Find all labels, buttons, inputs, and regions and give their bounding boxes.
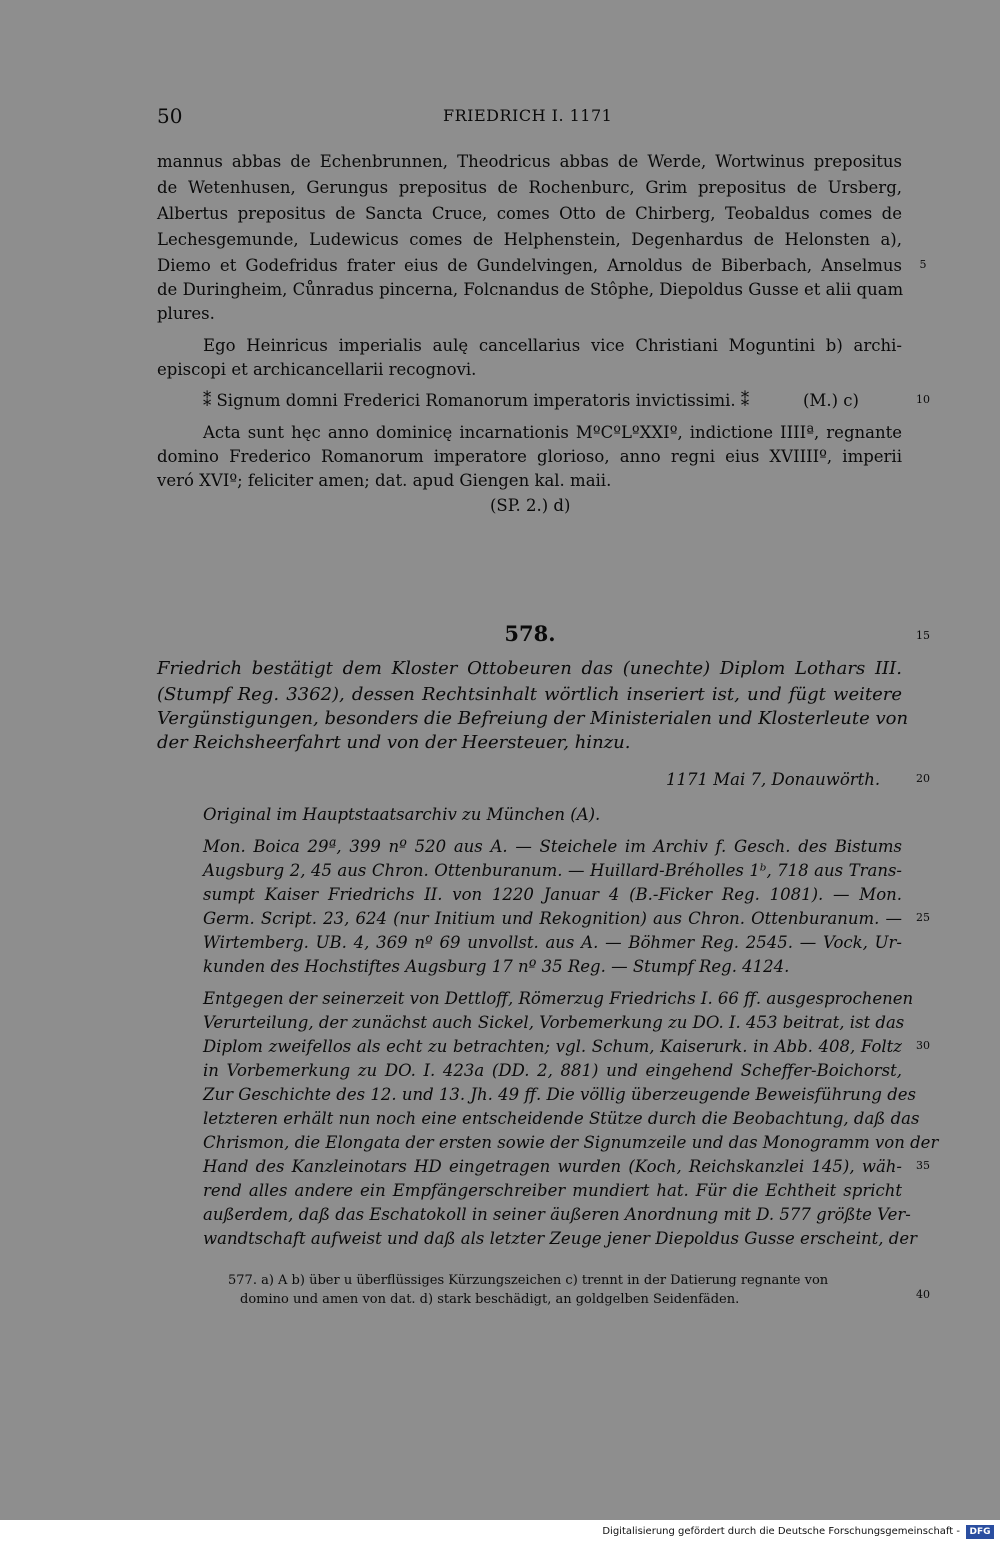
original-note: Original im Hauptstaatsarchiv zu München (A).: [203, 805, 601, 824]
commentary-line: Hand des Kanzleinotars HD eingetragen wurden (Koch, Reichskanzlei 145), wäh-: [203, 1157, 902, 1176]
recognition-line: Ego Heinricus imperialis aulę cancellarius vice Christiani Moguntini b) archi-: [203, 336, 902, 355]
edition-line: Germ. Script. 23, 624 (nur Initium und Rekognition) aus Chron. Ottenburanum. —: [203, 909, 902, 928]
commentary-line: in Vorbemerkung zu DO. I. 423a (DD. 2, 881) und eingehend Scheffer-Boichorst,: [203, 1061, 902, 1080]
text-line: Diemo et Godefridus frater eius de Gundelvingen, Arnoldus de Biberbach, Anselmus: [157, 256, 902, 275]
text-line: de Duringheim, Cůnradus pincerna, Folcnandus de Stôphe, Diepoldus Gusse et alii quam: [157, 280, 904, 299]
line-number: 20: [916, 772, 930, 785]
commentary-line: letzteren erhält nun noch eine entscheidende Stütze durch die Beobachtung, daß das: [203, 1109, 920, 1128]
signum-line: ⁑ Signum domni Frederici Romanorum imperatoris invictissimi. ⁑: [203, 391, 750, 410]
commentary-line: Verurteilung, der zunächst auch Sickel, Vorbemerkung zu DO. I. 453 beitrat, ist das: [203, 1013, 905, 1032]
line-number: 5: [919, 258, 927, 271]
commentary-line: außerdem, daß das Eschatokoll in seiner äußeren Anordnung mit D. 577 größte Ver-: [203, 1205, 911, 1224]
line-number: 15: [916, 629, 930, 642]
edition-line: sumpt Kaiser Friedrichs II. von 1220 Januar 4 (B.-Ficker Reg. 1081). — Mon.: [203, 885, 902, 904]
footer-bar: [0, 1520, 1000, 1545]
acta-line: Acta sunt hęc anno dominicę incarnationis MºCºLºXXIº, indictione IIIIª, regnante: [203, 423, 902, 442]
edition-line: Augsburg 2, 45 aus Chron. Ottenburanum. — Huillard-Bréholles 1ᵇ, 718 aus Trans-: [203, 861, 902, 880]
line-number: 25: [916, 911, 930, 924]
text-line: mannus abbas de Echenbrunnen, Theodricus abbas de Werde, Wortwinus prepositus: [157, 152, 902, 171]
text-line: de Wetenhusen, Gerungus prepositus de Rochenburc, Grim prepositus de Ursberg,: [157, 178, 902, 197]
footnote-line: 577. a) A b) über u überflüssiges Kürzungszeichen c) trennt in der Datierung regnante von: [228, 1273, 829, 1288]
commentary-line: Entgegen der seinerzeit von Dettloff, Römerzug Friedrichs I. 66 ff. ausgesprochenen: [203, 989, 914, 1008]
acta-line: domino Frederico Romanorum imperatore glorioso, anno regni eius XVIIIIº, imperii: [157, 447, 902, 466]
regest-line: der Reichsheerfahrt und von der Heersteuer, hinzu.: [157, 732, 631, 753]
commentary-line: Chrismon, die Elongata der ersten sowie der Signumzeile und das Monogramm von der: [203, 1133, 939, 1152]
regest-line: Friedrich bestätigt dem Kloster Ottobeuren das (unechte) Diplom Lothars III.: [157, 658, 902, 679]
seal-note: (M.) c): [803, 391, 859, 410]
line-number: 10: [916, 393, 930, 406]
text-line: Albertus prepositus de Sancta Cruce, comes Otto de Chirberg, Teobaldus comes de: [157, 204, 902, 223]
text-line: plures.: [157, 304, 215, 323]
commentary-line: wandtschaft aufweist und daß als letzter Zeuge jener Diepoldus Gusse erscheint, der: [203, 1229, 917, 1248]
dfg-logo[interactable]: DFG: [966, 1525, 994, 1539]
sp-note: (SP. 2.) d): [490, 496, 571, 515]
regest-line: Vergünstigungen, besonders die Befreiung der Ministerialen und Klosterleute von: [157, 708, 909, 729]
acta-line: veró XVIº; feliciter amen; dat. apud Giengen kal. maii.: [157, 471, 612, 490]
commentary-line: Diplom zweifellos als echt zu betrachten; vgl. Schum, Kaiserurk. in Abb. 408, Foltz: [203, 1037, 902, 1056]
line-number: 30: [916, 1039, 930, 1052]
footnote-line: domino und amen von dat. d) stark beschädigt, an goldgelben Seidenfäden.: [240, 1292, 740, 1307]
line-number: 40: [916, 1288, 930, 1301]
commentary-line: rend alles andere ein Empfängerschreiber mundiert hat. Für die Echtheit spricht: [203, 1181, 902, 1200]
commentary-line: Zur Geschichte des 12. und 13. Jh. 49 ff. Die völlig überzeugende Beweisführung des: [203, 1085, 916, 1104]
regest-line: (Stumpf Reg. 3362), dessen Rechtsinhalt wörtlich inseriert ist, und fügt weitere: [157, 684, 902, 705]
text-line: Lechesgemunde, Ludewicus comes de Helphenstein, Degenhardus de Helonsten a),: [157, 230, 902, 249]
date-place: 1171 Mai 7, Donauwörth.: [666, 770, 881, 789]
line-number: 35: [916, 1159, 930, 1172]
edition-line: Wirtemberg. UB. 4, 369 nº 69 unvollst. aus A. — Böhmer Reg. 2545. — Vock, Ur-: [203, 933, 902, 952]
recognition-line: episcopi et archicancellarii recognovi.: [157, 360, 477, 379]
funding-credit: Digitalisierung gefördert durch die Deutsche Forschungsgemeinschaft -: [602, 1526, 960, 1537]
running-title: FRIEDRICH I. 1171: [443, 106, 613, 125]
edition-line: kunden des Hochstiftes Augsburg 17 nº 35 Reg. — Stumpf Reg. 4124.: [203, 957, 790, 976]
page-number: 50: [157, 104, 183, 128]
document-number: 578.: [504, 621, 556, 646]
edition-line: Mon. Boica 29ª, 399 nº 520 aus A. — Steichele im Archiv f. Gesch. des Bistums: [203, 837, 902, 856]
